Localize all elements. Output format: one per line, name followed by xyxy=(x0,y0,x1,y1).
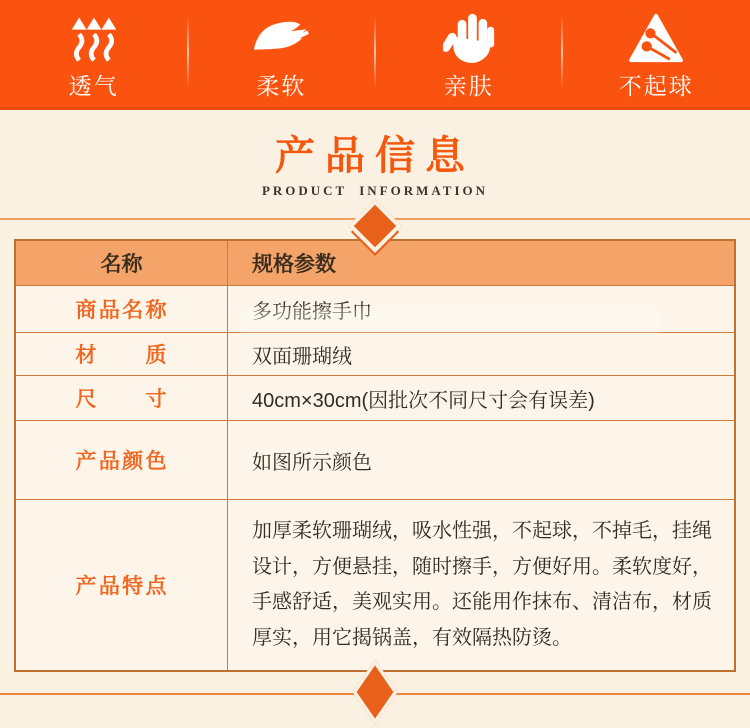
row-value: 双面珊瑚绒 xyxy=(252,340,352,369)
row-label: 商品名称 xyxy=(76,294,168,324)
feature-breathable xyxy=(0,0,188,107)
table-row xyxy=(16,332,734,375)
feature-no-pilling xyxy=(563,0,750,107)
feature-label: 不起球 xyxy=(619,68,694,101)
row-label: 尺寸 xyxy=(76,383,168,413)
no-pilling-icon xyxy=(628,12,684,64)
header-cell-name: 名称 xyxy=(16,241,228,285)
feature-label: 透气 xyxy=(69,68,119,101)
header-cell-spec: 规格参数 xyxy=(228,241,734,285)
feather-icon xyxy=(250,12,312,64)
row-label: 材质 xyxy=(76,339,168,369)
table-row xyxy=(16,499,734,670)
page-subtitle: PRODUCT INFORMATION xyxy=(0,183,750,199)
title-divider xyxy=(0,201,750,239)
steam-arrows-icon xyxy=(65,12,123,64)
row-value: 如图所示颜色 xyxy=(252,446,372,475)
title-section xyxy=(0,110,750,199)
feature-soft xyxy=(188,0,376,107)
row-value: 多功能擦手巾 xyxy=(252,295,372,324)
table-row xyxy=(16,375,734,420)
feature-banner xyxy=(0,0,750,110)
feature-label: 亲肤 xyxy=(444,68,494,101)
row-label: 产品特点 xyxy=(76,570,168,600)
page-title: 产品信息 xyxy=(0,124,750,181)
table-row xyxy=(16,285,734,332)
feature-skin-friendly xyxy=(375,0,563,107)
spec-table xyxy=(14,239,736,672)
table-row xyxy=(16,420,734,499)
row-label: 产品颜色 xyxy=(76,445,168,475)
row-value: 40cm×30cm(因批次不同尺寸会有误差) xyxy=(252,384,595,413)
feature-label: 柔软 xyxy=(256,68,306,101)
row-value: 加厚柔软珊瑚绒，吸水性强，不起球，不掉毛，挂绳设计，方便悬挂，随时擦手，方便好用。柔软度好，手感舒适，美观实用。还能用作抹布、清洁布，材质厚实，用它揭锅盖，有效隔热防烫。 xyxy=(252,500,716,670)
bottom-divider xyxy=(0,684,750,728)
hand-icon xyxy=(443,12,495,64)
